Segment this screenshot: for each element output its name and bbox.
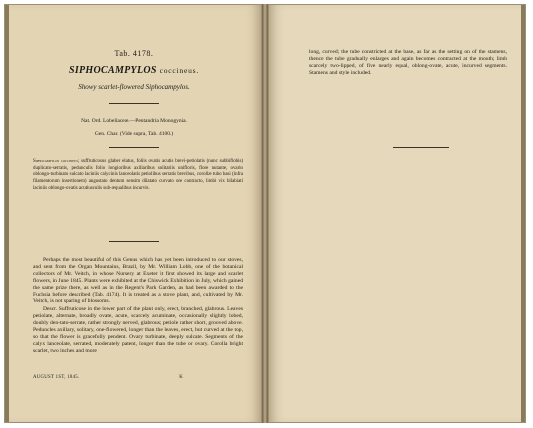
- body-paragraph: Descr. Suffruticose in the lower part of the plant only, erect, branched, glabrous. Leaves petiolate, alternate, broadly ovate, acute, scarcely acuminate, occasionally slightly lobed, doubly den-tato-serrate, rather strongly nerved, glabrous; petiole rather short, grooved above. Peduncles axillary, solitary, one-flowered, longer than the leaves, erect, but curved at the top, so that the flower is gracefully pendent. Ovary turbinate, deeply sulcate. Segments of the calyx lanceolate, serrated, moderately patent, longer than the tube or ovary. Corolla bright scarlet, two inches and more: [33, 306, 243, 354]
- right-page: [268, 4, 526, 423]
- page-footer: [33, 375, 243, 380]
- page-edge: [521, 5, 525, 422]
- divider-rule: [393, 147, 449, 148]
- species-epithet: coccineus.: [159, 66, 200, 75]
- signature-mark: K: [179, 375, 183, 380]
- footer-date: AUGUST 1ST, 1845.: [33, 375, 80, 380]
- continuation-text: long, curved; the tube constricted at the base, as far as the setting on of the stamens, thence the tube gradually enlarges and again becomes contracted at the mouth; limb scarcely two-lipped, of five nearly equal, oblong-ovate, acute, incurved segments. Stamens and style included.: [309, 49, 507, 76]
- description-body: [33, 257, 243, 355]
- body-paragraph: Perhaps the most beautiful of this Genus which has yet been introduced to our stoves, and sent from the Organ Mountains, Brazil, by Mr. William Lobb, one of the botanical collectors of Mr. Veitch, in whose Nursery at Exeter it first showed its large and scarlet flowers, in June 1845. Plants were exhibited at the Chiswick Exhibition in July, which gained the same prize there, as well as in the Regent's Park Garden, as had been awarded to the Fuchsia before described (Tab. 4174). It is treated as a stove plant, and, cultivated by Mr. Veitch, is not sparing of blossoms.: [33, 257, 243, 305]
- diagnosis-text: suffruticosus glaber elatus, foliis ovatis acutis brevi-petiolatis (nunc subbiflobis) duplicato-serratis, pedunculis folio longioribus axillaribus solitariis unifloris, flore nutante, ovario oblongo-turbinato sulcato laciniis calycinis lanceolatis petiolibus serratis brevibus, corollæ tubo basi (infra filamentorum insertionem) angustato dentum sensim dilatato curvato ore contracto, limbi vix bilabiati laciniis oblongo-ovatis acutiusculis sub-æqualibus incurvis.: [33, 159, 243, 191]
- natural-order: Nat. Ord. Lobeliaceæ.—Pentandria Monogynia.: [81, 118, 187, 124]
- genus-name: SIPHOCAMPYLOS: [68, 65, 157, 76]
- generic-character: Gen. Char. (Vide supra, Tab. 4100.): [94, 131, 174, 137]
- plate-number: Tab. 4178.: [114, 49, 154, 58]
- common-name: Showy scarlet-flowered Siphocampylos.: [78, 83, 190, 91]
- divider-rule: [109, 103, 159, 104]
- species-title: [5, 65, 263, 76]
- divider-rule: [109, 147, 159, 148]
- left-page: [4, 4, 262, 423]
- divider-rule: [109, 241, 159, 242]
- latin-diagnosis: [33, 159, 243, 193]
- diagnosis-lead: Siphocampylos coccineus;: [33, 159, 80, 164]
